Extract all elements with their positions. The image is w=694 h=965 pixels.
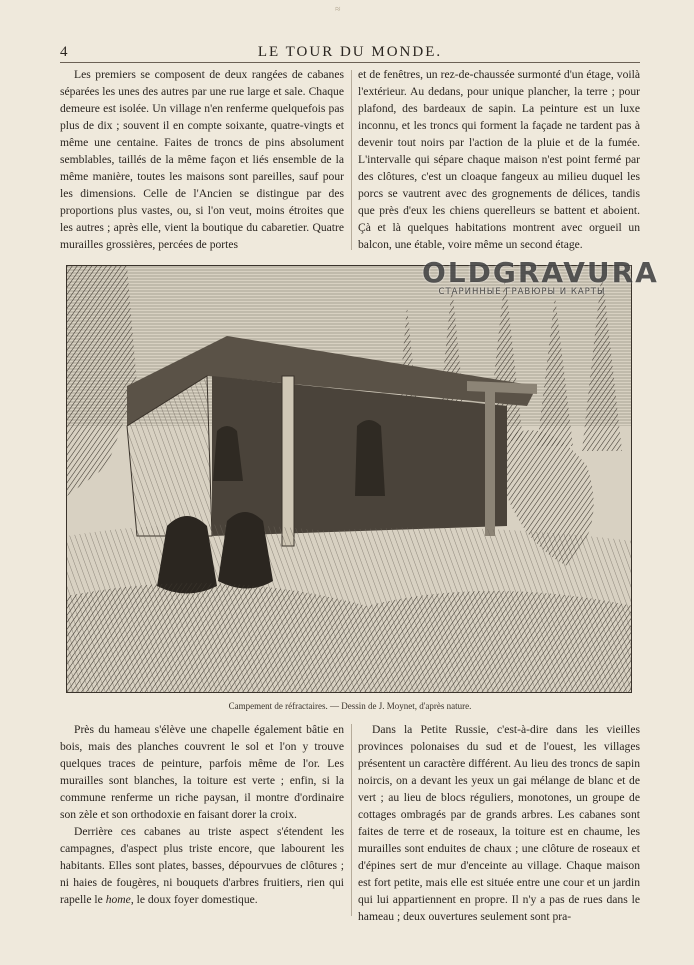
paragraph: Dans la Petite Russie, c'est-à-dire dans les vieilles provinces polonaises du sud et de l'ouest, les villages présentent un caractère différent. Au lieu des troncs de sapin noircis, on a devant les yeux un gai mélange de blanc et de vert ; au lieu de blocs réguliers, monotones, un groupe de cottages ombragés par de grands arbres. Les cabanes sont faites de terre et de roseaux, la toiture est en chaume, les murailles sont enduites de chaux ; une clôture de roseaux et d'épines sert de mur d'enceinte au village. Chaque maison est fort petite, mais elle est située entre une cour et un jardin qui lui appartiennent en propre. Il n'y a pas de rues dans le hameau ; deux ouvertures seulement sont pra-: [358, 723, 640, 923]
watermark-subtitle: СТАРИННЫЕ ГРАВЮРЫ И КАРТЫ: [438, 287, 606, 297]
paragraph: Près du hameau s'élève une chapelle également bâtie en bois, mais des planches couvrent le sol et l'on y trouve quelques traces de peinture, parfois même de l'or. Les murailles sont blanches, la toiture est verte ; enfin, si la commune renferme un riche paysan, il montre d'ordinaire son zèle et son orthodoxie en faisant dorer la croix.: [60, 723, 344, 821]
watermark: [422, 256, 659, 346]
header-rule: [60, 62, 640, 63]
text-run: , le doux foyer domestique.: [130, 893, 258, 906]
paragraph: et de fenêtres, un rez-de-chaussée surmonté d'un étage, voilà l'extérieur. Au dedans, pour unique plancher, la terre ; pour plafond, des bardeaux de sapin. La peinture est un luxe inconnu, et les troncs qui forment la façade ne tardent pas à devenir tout noirs par l'action de la pluie et de la fumée. L'intervalle qui sépare chaque maison n'est point fermé par des clôtures, c'est un cloaque fangeux au milieu duquel les porcs se vautrent avec des grognements de délices, tandis que près d'eux les chiens querelleurs se battent et aboient. Çà et là quelques habitations montrent avec orgueil un balcon, une étable, voire même un second étage.: [358, 68, 640, 251]
text-run: Derrière ces cabanes au triste aspect s'étendent les campagnes, d'aspect plus triste encore, que labourent les habitants. Elles sont plates, basses, dépourvues de clôtures ; ni haies de fougères, ni bouquets d'arbres fruitiers, rien qui rapelle le: [60, 825, 344, 906]
page-number: 4: [60, 44, 68, 60]
column-divider-top: [351, 70, 352, 250]
paragraph: Les premiers se composent de deux rangées de cabanes séparées les unes des autres par une rue large et sale. Chaque demeure est isolée. Un village n'en renferme quelquefois pas plus de dix ; souvent il en compte soixante, quatre-vingts et même une centaine. Faites de troncs de pins absolument semblables, taillés de la même façon et liés ensemble de la même manière, toutes les maisons sont pareilles, sauf pour les dimensions. Celle de l'Ancien se distingue par des proportions plus vastes, ou, si l'on veut, moins étroites que les autres ; après elle, vient la boutique du cabaretier. Quatre murailles grossières, percées de portes: [60, 68, 344, 251]
hut-post-right: [485, 386, 495, 536]
hut-post: [282, 376, 294, 546]
italic-word: home: [105, 893, 131, 906]
page-header: [60, 44, 640, 64]
text-column-bottom-right: [358, 721, 640, 921]
text-column-bottom-left: [60, 721, 344, 921]
column-divider-bottom: [351, 724, 352, 916]
top-mark: ≈: [335, 4, 341, 15]
text-column-top-left: [60, 66, 344, 254]
paragraph: [60, 823, 344, 908]
watermark-title: OLDGRAVURA: [422, 256, 659, 289]
illustration-caption: Campement de réfractaires. — Dessin de J. Moynet, d'après nature.: [228, 701, 472, 711]
running-title: LE TOUR DU MONDE.: [257, 44, 443, 60]
text-column-top-right: [358, 66, 640, 254]
standing-figure: [355, 420, 385, 496]
